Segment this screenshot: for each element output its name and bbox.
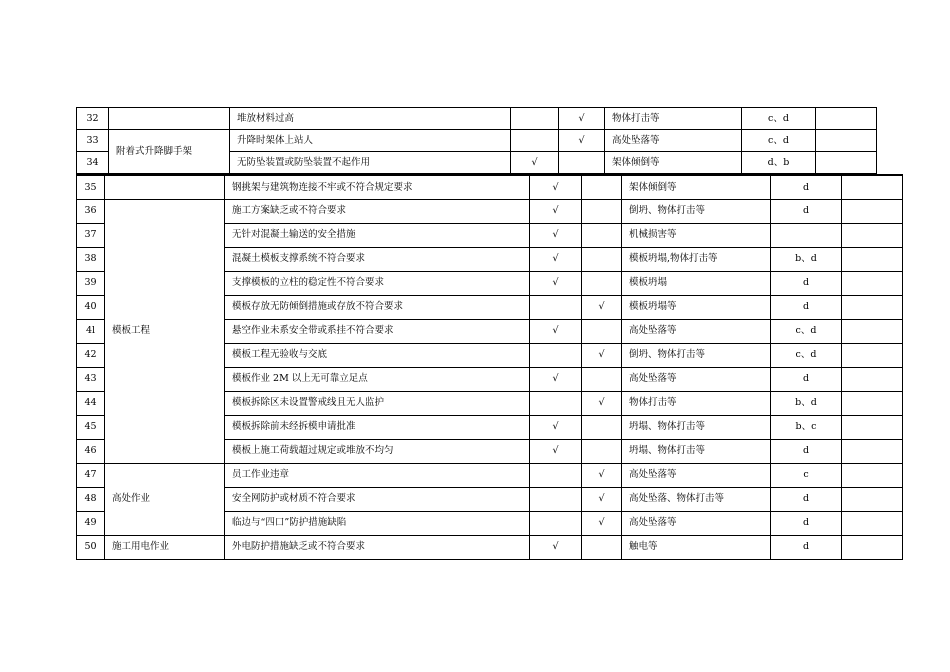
check-col-1: √ <box>530 247 582 271</box>
check-col-2 <box>582 199 622 223</box>
row-number: 38 <box>77 247 105 271</box>
remark <box>842 175 903 199</box>
hazard-item: 模板拆除前未经拆模申请批准 <box>225 415 530 439</box>
hazard-item: 支撑模板的立柱的稳定性不符合要求 <box>225 271 530 295</box>
row-number: 46 <box>77 439 105 463</box>
check-col-1: √ <box>530 319 582 343</box>
check-col-1 <box>530 343 582 367</box>
accident-type: 高处坠落等 <box>622 463 771 487</box>
check-col-2 <box>582 271 622 295</box>
control-level: b、d <box>771 391 842 415</box>
row-number: 39 <box>77 271 105 295</box>
category-cell <box>109 108 230 130</box>
accident-type: 物体打击等 <box>622 391 771 415</box>
check-col-1: √ <box>530 367 582 391</box>
hazard-item: 模板存放无防倾倒措施或存放不符合要求 <box>225 295 530 319</box>
check-col-1 <box>530 391 582 415</box>
control-level: c、d <box>742 130 816 152</box>
check-col-1: √ <box>530 271 582 295</box>
check-col-2 <box>582 223 622 247</box>
check-col-2 <box>582 439 622 463</box>
row-number: 48 <box>77 487 105 511</box>
hazard-item: 无防坠装置或防坠装置不起作用 <box>230 152 511 174</box>
control-level: b、d <box>771 247 842 271</box>
row-number: 49 <box>77 511 105 535</box>
check-col-2 <box>582 535 622 559</box>
hazard-item: 安全网防护或材质不符合要求 <box>225 487 530 511</box>
row-number: 42 <box>77 343 105 367</box>
remark <box>842 439 903 463</box>
check-col-1: √ <box>530 175 582 199</box>
table-row <box>77 130 877 152</box>
check-col-1 <box>530 511 582 535</box>
accident-type: 坍塌、物体打击等 <box>622 439 771 463</box>
row-number: 32 <box>77 108 109 130</box>
accident-type: 高处坠落等 <box>622 319 771 343</box>
control-level: d <box>771 271 842 295</box>
accident-type: 高处坠落等 <box>622 367 771 391</box>
table-row <box>77 175 903 199</box>
check-col-1: √ <box>530 415 582 439</box>
check-col-1 <box>511 108 559 130</box>
accident-type: 高处坠落等 <box>622 511 771 535</box>
row-number: 47 <box>77 463 105 487</box>
risk-table-top <box>76 107 877 175</box>
check-col-2 <box>582 247 622 271</box>
risk-table-main <box>76 174 903 560</box>
remark <box>842 223 903 247</box>
control-level: d <box>771 535 842 559</box>
check-col-2: √ <box>559 108 605 130</box>
check-col-1: √ <box>530 199 582 223</box>
check-col-1: √ <box>530 535 582 559</box>
row-number: 33 <box>77 130 109 152</box>
category-cell <box>105 175 225 199</box>
row-number: 44 <box>77 391 105 415</box>
control-level: d <box>771 487 842 511</box>
check-col-2: √ <box>582 463 622 487</box>
table-row <box>77 108 877 130</box>
accident-type: 倒坍、物体打击等 <box>622 199 771 223</box>
remark <box>842 343 903 367</box>
check-col-1 <box>511 130 559 152</box>
remark <box>842 319 903 343</box>
hazard-item: 模板拆除区未设置警戒线且无人监护 <box>225 391 530 415</box>
category-cell: 附着式升降脚手架 <box>109 130 230 174</box>
hazard-item: 模板上施工荷载超过规定或堆放不均匀 <box>225 439 530 463</box>
row-number: 35 <box>77 175 105 199</box>
accident-type: 机械损害等 <box>622 223 771 247</box>
hazard-item: 外电防护措施缺乏或不符合要求 <box>225 535 530 559</box>
hazard-item: 钢挑架与建筑物连接不牢或不符合规定要求 <box>225 175 530 199</box>
accident-type: 模板坍塌,物体打击等 <box>622 247 771 271</box>
check-col-1 <box>530 295 582 319</box>
category-cell: 模板工程 <box>105 199 225 463</box>
hazard-item: 堆放材料过高 <box>230 108 511 130</box>
control-level: d <box>771 199 842 223</box>
row-number: 43 <box>77 367 105 391</box>
row-number: 37 <box>77 223 105 247</box>
table-row <box>77 535 903 559</box>
remark <box>842 463 903 487</box>
row-number: 40 <box>77 295 105 319</box>
accident-type: 触电等 <box>622 535 771 559</box>
check-col-1: √ <box>530 223 582 247</box>
control-level: c <box>771 463 842 487</box>
remark <box>842 247 903 271</box>
control-level <box>771 223 842 247</box>
category-cell: 高处作业 <box>105 463 225 535</box>
accident-type: 架体倾倒等 <box>605 152 742 174</box>
hazard-item: 员工作业违章 <box>225 463 530 487</box>
check-col-2 <box>582 175 622 199</box>
row-number: 45 <box>77 415 105 439</box>
remark <box>816 108 877 130</box>
hazard-item: 模板工程无验收与交底 <box>225 343 530 367</box>
check-col-2 <box>559 152 605 174</box>
remark <box>842 511 903 535</box>
control-level: b、c <box>771 415 842 439</box>
hazard-item: 临边与“四口”防护措施缺陷 <box>225 511 530 535</box>
accident-type: 架体倾倒等 <box>622 175 771 199</box>
table-row <box>77 463 903 487</box>
control-level: d <box>771 511 842 535</box>
check-col-2: √ <box>559 130 605 152</box>
hazard-item: 模板作业 2M 以上无可靠立足点 <box>225 367 530 391</box>
remark <box>842 367 903 391</box>
accident-type: 倒坍、物体打击等 <box>622 343 771 367</box>
accident-type: 高处坠落、物体打击等 <box>622 487 771 511</box>
row-number: 4l <box>77 319 105 343</box>
control-level: c、d <box>771 319 842 343</box>
check-col-2: √ <box>582 295 622 319</box>
control-level: d <box>771 439 842 463</box>
hazard-item: 升降时架体上站人 <box>230 130 511 152</box>
remark <box>842 391 903 415</box>
remark <box>842 199 903 223</box>
hazard-item: 悬空作业未系安全带或系挂不符合要求 <box>225 319 530 343</box>
check-col-2 <box>582 319 622 343</box>
remark <box>842 271 903 295</box>
remark <box>842 295 903 319</box>
accident-type: 模板坍塌 <box>622 271 771 295</box>
category-cell: 施工用电作业 <box>105 535 225 559</box>
control-level: d、b <box>742 152 816 174</box>
check-col-2: √ <box>582 511 622 535</box>
accident-type: 坍塌、物体打击等 <box>622 415 771 439</box>
remark <box>842 487 903 511</box>
control-level: d <box>771 175 842 199</box>
control-level: d <box>771 367 842 391</box>
remark <box>842 415 903 439</box>
remark <box>816 130 877 152</box>
check-col-1 <box>530 487 582 511</box>
control-level: c、d <box>742 108 816 130</box>
check-col-1 <box>530 463 582 487</box>
remark <box>842 535 903 559</box>
control-level: c、d <box>771 343 842 367</box>
check-col-2 <box>582 415 622 439</box>
check-col-1: √ <box>511 152 559 174</box>
check-col-2: √ <box>582 487 622 511</box>
hazard-item: 施工方案缺乏或不符合要求 <box>225 199 530 223</box>
table-row <box>77 199 903 223</box>
check-col-2: √ <box>582 343 622 367</box>
remark <box>816 152 877 174</box>
hazard-item: 无针对混凝土输送的安全措施 <box>225 223 530 247</box>
row-number: 36 <box>77 199 105 223</box>
accident-type: 物体打击等 <box>605 108 742 130</box>
hazard-item: 混凝土模板支撑系统不符合要求 <box>225 247 530 271</box>
row-number: 50 <box>77 535 105 559</box>
check-col-2: √ <box>582 391 622 415</box>
control-level: d <box>771 295 842 319</box>
check-col-2 <box>582 367 622 391</box>
check-col-1: √ <box>530 439 582 463</box>
accident-type: 高处坠落等 <box>605 130 742 152</box>
accident-type: 模板坍塌等 <box>622 295 771 319</box>
row-number: 34 <box>77 152 109 174</box>
